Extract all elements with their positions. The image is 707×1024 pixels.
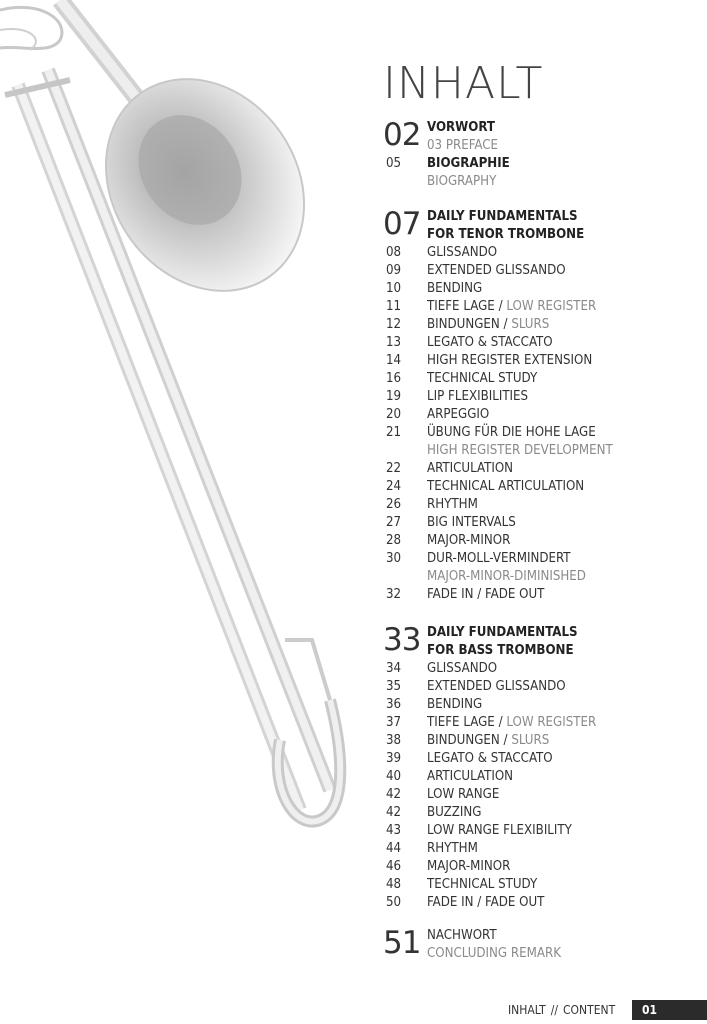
toc-page-number: 50	[386, 895, 402, 910]
toc-entry-title: TECHNICAL ARTICULATION	[427, 479, 585, 494]
toc-entry-title: 03 PREFACE	[427, 138, 499, 153]
toc-entry-title: BINDUNGEN / SLURS	[427, 317, 550, 332]
toc-page-number: 34	[386, 661, 402, 676]
toc-page-number: 16	[386, 371, 402, 386]
toc-page-number: 09	[386, 263, 402, 278]
toc-page-number: 40	[386, 769, 402, 784]
section-page-number: 07	[383, 206, 421, 242]
toc-entry-translation: SLURS	[511, 317, 550, 332]
toc-entry-translation: LOW REGISTER	[506, 299, 597, 314]
toc-entry-title: RHYTHM	[427, 497, 478, 512]
toc-page-number: 46	[386, 859, 402, 874]
section-page-number: 51	[383, 925, 421, 961]
footer-label-de: INHALT	[508, 1003, 546, 1017]
toc-entry-title: DAILY FUNDAMENTALS	[427, 625, 578, 640]
toc-entry-title: VORWORT	[427, 120, 495, 135]
toc-entry-translation: SLURS	[511, 733, 550, 748]
toc-entry-title: EXTENDED GLISSANDO	[427, 679, 566, 694]
toc-entry-title: HIGH REGISTER DEVELOPMENT	[427, 443, 613, 458]
toc-entry-title: ÜBUNG FÜR DIE HOHE LAGE	[427, 425, 596, 440]
section-page-number: 33	[383, 622, 421, 658]
footer-label	[508, 1000, 615, 1020]
toc-entry-title: FADE IN / FADE OUT	[427, 587, 545, 602]
toc-entry-title: LIP FLEXIBILITIES	[427, 389, 529, 404]
toc-entry-title: LOW RANGE	[427, 787, 500, 802]
toc-page-number: 35	[386, 679, 402, 694]
toc-entry-title: ARPEGGIO	[427, 407, 490, 422]
toc-page-number: 05	[386, 156, 402, 171]
toc-entry-translation: LOW REGISTER	[506, 715, 597, 730]
toc-entry-title: TIEFE LAGE / LOW REGISTER	[427, 299, 597, 314]
trombone-illustration	[0, 0, 380, 900]
toc-entry-title: MAJOR-MINOR-DIMINISHED	[427, 569, 586, 584]
toc-page-number: 19	[386, 389, 402, 404]
toc-page-number: 26	[386, 497, 402, 512]
toc-entry-title: FADE IN / FADE OUT	[427, 895, 545, 910]
toc-entry-title: FOR TENOR TROMBONE	[427, 227, 585, 242]
toc-entry-title: TECHNICAL STUDY	[427, 877, 538, 892]
toc-page-number: 20	[386, 407, 402, 422]
section-page-number: 02	[383, 117, 421, 153]
toc-entry-title: BIG INTERVALS	[427, 515, 516, 530]
toc-entry-title: DAILY FUNDAMENTALS	[427, 209, 578, 224]
toc-entry-title: BIOGRAPHIE	[427, 156, 510, 171]
toc-page-number: 13	[386, 335, 402, 350]
toc-page-number: 27	[386, 515, 402, 530]
toc-page-number: 24	[386, 479, 402, 494]
toc-entry-title: BIOGRAPHY	[427, 174, 497, 189]
toc-page-number: 12	[386, 317, 402, 332]
toc-page-number: 48	[386, 877, 402, 892]
toc-entry-title: TIEFE LAGE / LOW REGISTER	[427, 715, 597, 730]
toc-page-number: 38	[386, 733, 402, 748]
toc-page-number: 28	[386, 533, 402, 548]
toc-page-number: 14	[386, 353, 402, 368]
toc-entry-title: ARTICULATION	[427, 461, 514, 476]
toc-entry-title: BENDING	[427, 281, 483, 296]
toc-page-number: 30	[386, 551, 402, 566]
toc-entry-title: TECHNICAL STUDY	[427, 371, 538, 386]
toc-page-number: 11	[386, 299, 402, 314]
toc-page-number: 21	[386, 425, 402, 440]
toc-page-number: 43	[386, 823, 402, 838]
toc-entry-title: RHYTHM	[427, 841, 478, 856]
toc-page-number: 10	[386, 281, 402, 296]
toc-entry-title: BUZZING	[427, 805, 482, 820]
toc-entry-title: EXTENDED GLISSANDO	[427, 263, 566, 278]
toc-page-number: 39	[386, 751, 402, 766]
toc-entry-title: FOR BASS TROMBONE	[427, 643, 574, 658]
toc-page-number: 44	[386, 841, 402, 856]
toc-page-number: 36	[386, 697, 402, 712]
toc-entry-title: MAJOR-MINOR	[427, 533, 511, 548]
toc-entry-title: BINDUNGEN / SLURS	[427, 733, 550, 748]
page-number-badge: 01	[632, 1000, 707, 1020]
toc-entry-title: LOW RANGE FLEXIBILITY	[427, 823, 572, 838]
toc-entry-title: HIGH REGISTER EXTENSION	[427, 353, 593, 368]
toc-entry-title: MAJOR-MINOR	[427, 859, 511, 874]
toc-entry-title: BENDING	[427, 697, 483, 712]
footer-separator: //	[550, 1003, 558, 1017]
toc-page-number: 32	[386, 587, 402, 602]
toc-entry-title: LEGATO & STACCATO	[427, 751, 553, 766]
toc-entry-title: GLISSANDO	[427, 245, 498, 260]
toc-entry-title: NACHWORT	[427, 928, 497, 943]
toc-entry-title: GLISSANDO	[427, 661, 498, 676]
footer-label-en: CONTENT	[563, 1003, 616, 1017]
toc-page-number: 42	[386, 805, 402, 820]
toc-entry-title: DUR-MOLL-VERMINDERT	[427, 551, 571, 566]
toc-page-number: 08	[386, 245, 402, 260]
toc-page-number: 37	[386, 715, 402, 730]
toc-entry-title: LEGATO & STACCATO	[427, 335, 553, 350]
page-title: INHALT	[383, 58, 544, 109]
toc-entry-title: CONCLUDING REMARK	[427, 946, 561, 961]
toc-page-number: 42	[386, 787, 402, 802]
toc-page-number: 22	[386, 461, 402, 476]
toc-entry-title: ARTICULATION	[427, 769, 514, 784]
